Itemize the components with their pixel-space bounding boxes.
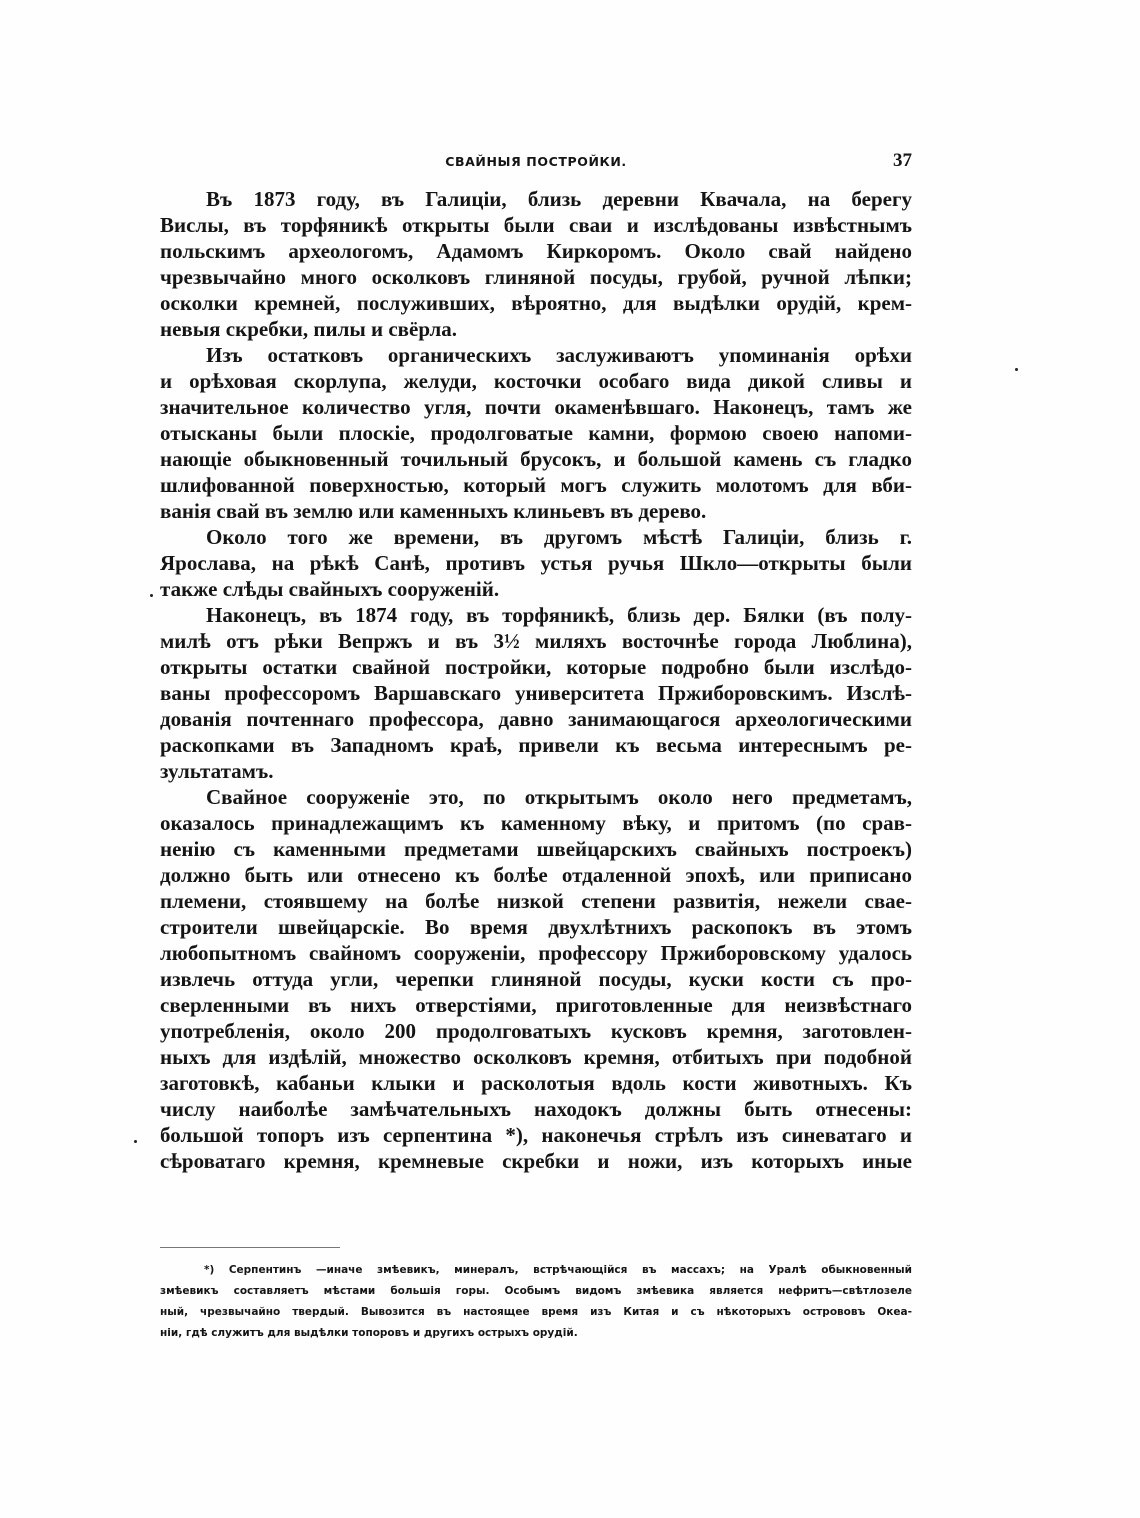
text-line: польскимъ археологомъ, Адамомъ Киркоромъ. Около свай найдено [160, 239, 912, 263]
text-line: употребленія, около 200 продолговатыхъ кусковъ кремня, заготовлен- [160, 1019, 912, 1043]
footnote-line: змѣевикъ составляетъ мѣстами большія горы. Особымъ видомъ змѣевика является нефритъ—свѣтлозеле [160, 1285, 912, 1297]
text-line: чрезвычайно много осколковъ глиняной посуды, грубой, ручной лѣпки; [160, 265, 912, 289]
text-line: раскопками въ Западномъ краѣ, привели къ весьма интереснымъ ре- [160, 733, 912, 757]
text-line: Около того же времени, въ другомъ мѣстѣ Галиціи, близь г. [206, 525, 912, 549]
text-line: милѣ отъ рѣки Вепржъ и въ 3½ миляхъ восточнѣе города Люблина), [160, 629, 912, 653]
text-line: нающіе обыкновенный точильный брусокъ, и большой камень съ гладко [160, 447, 912, 471]
page-header [160, 150, 912, 174]
scan-speck [134, 1140, 137, 1143]
scan-speck [1015, 368, 1018, 371]
text-line: дованія почтеннаго профессора, давно занимающагося археологическими [160, 707, 912, 731]
text-line: большой топоръ изъ серпентина *), наконечья стрѣлъ изъ синеватаго и [160, 1123, 912, 1147]
footnotes [160, 1260, 912, 1344]
text-line: оказалось принадлежащимъ къ каменному вѣку, и притомъ (по срав- [160, 811, 912, 835]
page-number: 37 [893, 150, 912, 171]
scan-speck [150, 594, 153, 597]
text-line: невыя скребки, пилы и свёрла. [160, 317, 458, 341]
text-line: должно быть или отнесено къ болѣе отдаленной эпохѣ, или приписано [160, 863, 912, 887]
text-line: ныхъ для издѣлій, множество осколковъ кремня, отбитыхъ при подобной [160, 1045, 912, 1069]
text-line: ненію съ каменными предметами швейцарскихъ свайныхъ построекъ) [160, 837, 912, 861]
text-line: Ярослава, на рѣкѣ Санѣ, противъ устья ручья Шкло—открыты были [160, 551, 912, 575]
text-line: Свайное сооруженіе это, по открытымъ около него предметамъ, [206, 785, 912, 809]
text-line: Вислы, въ торфяникѣ открыты были сваи и изслѣдованы извѣстнымъ [160, 213, 912, 237]
text-line: осколки кремней, послуживших, вѣроятно, для выдѣлки орудій, крем- [160, 291, 912, 315]
text-line: ваны профессоромъ Варшавскаго университета Пржиборовскимъ. Изслѣ- [160, 681, 912, 705]
text-line: сѣроватаго кремня, кремневые скребки и ножи, изъ которыхъ иные [160, 1149, 912, 1173]
text-line: Наконецъ, въ 1874 году, въ торфяникѣ, близь дер. Бялки (въ полу- [206, 603, 912, 627]
text-line: числу наиболѣе замѣчательныхъ находокъ должны быть отнесены: [160, 1097, 912, 1121]
text-line: и орѣховая скорлупа, желуди, косточки особаго вида дикой сливы и [160, 369, 912, 393]
text-line: значительное количество угля, почти окаменѣвшаго. Наконецъ, тамъ же [160, 395, 912, 419]
text-line: шлифованной поверхностью, который могъ служить молотомъ для вби- [160, 473, 912, 497]
text-line: сверленными въ нихъ отверстіями, приготовленные для неизвѣстнаго [160, 993, 912, 1017]
text-line: Въ 1873 году, въ Галиціи, близь деревни Квачала, на берегу [206, 187, 912, 211]
text-line: ванія свай въ землю или каменныхъ клиньевъ въ дерево. [160, 499, 707, 523]
text-line: открыты остатки свайной постройки, которые подробно были изслѣдо- [160, 655, 912, 679]
text-line: зультатамъ. [160, 759, 274, 783]
footnote-line: ніи, гдѣ служитъ для выдѣлки топоровъ и другихъ острыхъ орудій. [160, 1327, 578, 1339]
text-line: племени, стоявшему на болѣе низкой степени развитія, нежели свае- [160, 889, 912, 913]
text-line: любопытномъ свайномъ сооруженіи, профессору Пржиборовскому удалось [160, 941, 912, 965]
footnote-line: *) Серпентинъ —иначе змѣевикъ, минералъ, встрѣчающійся въ массахъ; на Уралѣ обыкновенный [204, 1264, 912, 1276]
text-line: заготовкѣ, кабаньи клыки и расколотыя вдоль кости животныхъ. Къ [160, 1071, 912, 1095]
footnote-line: ный, чрезвычайно твердый. Вывозится въ настоящее время изъ Китая и съ нѣкоторыхъ острововъ Океа- [160, 1306, 912, 1318]
footnote-rule [160, 1247, 340, 1248]
body-text [160, 186, 912, 1174]
text-line: извлечь оттуда угли, черепки глиняной посуды, куски кости съ про- [160, 967, 912, 991]
text-line: Изъ остатковъ органическихъ заслуживаютъ упоминанія орѣхи [206, 343, 912, 367]
text-line: строители швейцарскіе. Во время двухлѣтнихъ раскопокъ въ этомъ [160, 915, 912, 939]
text-line: также слѣды свайныхъ сооруженій. [160, 577, 500, 601]
text-line: отысканы были плоскіе, продолговатые камни, формою своею напоми- [160, 421, 912, 445]
running-title: СВАЙНЫЯ ПОСТРОЙКИ. [445, 154, 627, 169]
